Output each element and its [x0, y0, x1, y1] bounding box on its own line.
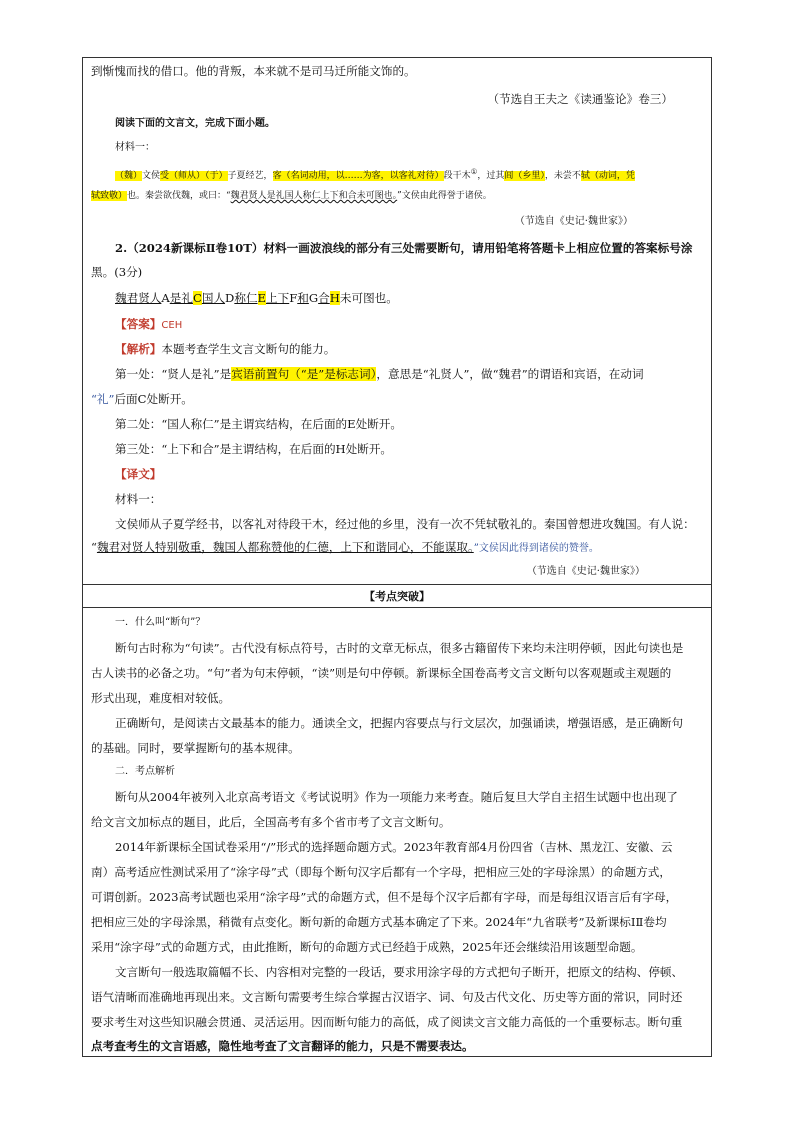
annotation-highlight: （魏）: [115, 171, 143, 181]
choice-segment: 魏君贤人: [115, 291, 162, 305]
body-line: 断句古时称为“句读”。古代没有标点符号，古时的文章无标点，很多古籍留传下来均未注明停顿，因此句读也是: [115, 641, 684, 655]
text-span: ，未尝不: [544, 171, 581, 181]
choice-letter-selected: H: [329, 291, 340, 305]
source-note: （节选自《史记·魏世家》）: [526, 566, 645, 577]
choice-segment: 未可图也。: [339, 291, 398, 305]
subheading: 二．考点解析: [115, 766, 175, 777]
analysis-label: 【解析】: [115, 342, 162, 356]
analysis-line: [91, 366, 703, 382]
choice-segment: 国人: [201, 291, 226, 305]
body-line: 断句从2004年被列入北京高考语文《考试说明》作为一项能力来考查。随后复旦大学自主招生试题中也出现了: [115, 790, 678, 804]
document-frame: [82, 57, 712, 1057]
question-text: 2.（2024新课标Ⅱ卷10T）材料一画波浪线的部分有三处需要断句，请用铅笔将答题卡上相应位置的答案标号涂: [115, 241, 693, 255]
answer-line: [91, 316, 703, 334]
example-cell: [83, 58, 711, 585]
text-span: ，过其: [477, 171, 505, 181]
source-note: （节选自《史记·魏世家》）: [514, 216, 633, 227]
body-line: 语气清晰而准确地再现出来。文言断句需要考生综合掌握古汉语字、词、句及古代文化、历史等方面的常识，同时还: [91, 990, 683, 1004]
answer-label: 【答案】: [115, 317, 162, 331]
question-line: 黑。(3分): [91, 265, 143, 279]
section-heading: 【考点突破】: [83, 585, 711, 608]
text-span: 也。秦尝欲伐魏，或曰：“: [127, 191, 231, 201]
choice-segment: 合: [318, 291, 330, 305]
text-line: 到惭愧而找的借口。他的背叛，本来就不是司马迁所能文饰的。: [91, 64, 416, 78]
material-label: 材料一：: [115, 142, 155, 153]
choice-letter: G: [308, 291, 319, 305]
choice-segment: 和: [297, 291, 309, 305]
text-span: 后面C处断开。: [114, 392, 193, 406]
material-line-1: [91, 164, 703, 184]
annotation-highlight: 受（师从）（于）: [160, 171, 228, 181]
translation-line: 文侯师从子夏学经书，以客礼对待段干木，经过他的乡里，没有一次不凭轼敬礼的。秦国曾想进攻魏国。有人说：: [115, 517, 695, 531]
text-span: 第一处：“贤人是礼”是: [115, 367, 232, 381]
choice-line: [91, 290, 703, 306]
body-line: 采用“涂字母”式的命题方式，由此推断，断句的命题方式已经趋于成熟，2025年还会继续沿用该题型命题。: [91, 940, 643, 954]
choice-segment: 是礼: [169, 291, 193, 305]
analysis-line: [91, 391, 703, 407]
source-note: （节选自王夫之《读通鉴论》卷三）: [487, 92, 673, 106]
text-span: ”文侯由此得誉于诸侯。: [397, 191, 492, 201]
choice-letter: D: [225, 291, 235, 305]
wavy-underlined-text: 魏君贤人是礼国人称仁上下和合未可图也。: [230, 191, 398, 201]
instruction: 阅读下面的文言文，完成下面小题。: [115, 118, 275, 129]
body-line: 点考查考生的文言语感，隐性地考查了文言翻译的能力，只是不需要表达。: [91, 1039, 474, 1053]
body-line: 文言断句一般选取篇幅不长、内容相对完整的一段话，要求用涂字母的方式把句子断开，把原文的结构、停顿、: [115, 965, 684, 979]
text-span: 文侯: [142, 171, 161, 181]
blue-text: ”文侯因此得到诸侯的赞誉。: [473, 543, 599, 554]
analysis-line: 第三处：“上下和合”是主谓结构，在后面的H处断开。: [115, 442, 393, 456]
highlight-text: 宾语前置句（“是”是标志词）: [231, 367, 377, 381]
text-span: 子夏经艺，: [227, 171, 273, 181]
body-line: 把相应三处的字母涂黑，稍微有点变化。断句新的命题方式基本确定了下来。2024年“九省联考”及新课标ⅠⅡ卷均: [91, 915, 667, 929]
body-line: 南）高考适应性测试采用了“涂字母”式（即每个断句汉字后都有一个字母，把相应三处的字母涂黑）的命题方式，: [91, 865, 671, 879]
annotation-highlight: 轼（动词，凭: [580, 171, 635, 181]
body-line: 要求考生对这些知识融会贯通、灵活运用。因而断句能力的高低，成了阅读文言文能力高低的一个重要标志。断句重: [91, 1015, 683, 1029]
text-span: 段干木: [443, 171, 471, 181]
body-line: 可谓创新。2023高考试题也采用“涂字母”式的命题方式，但不是每个汉字后都有字母，而是每组汉语言后有字母，: [91, 890, 678, 904]
body-line: 正确断句，是阅读古文最基本的能力。通读全文，把握内容要点与行文层次，加强诵读，增强语感，是正确断句: [115, 716, 684, 730]
footnote-mark: ①: [470, 167, 478, 176]
translation-label: 【译文】: [115, 467, 162, 481]
body-line: 2014年新课标全国试卷采用“/”形式的选择题命题方式。2023年教育部4月份四省（吉林、黑龙江、安徽、云: [115, 840, 673, 854]
analysis-text: 本题考查学生文言文断句的能力。: [161, 342, 336, 356]
body-line: 古人读书的必备之功。“句”者为句末停顿，“读”则是句中停顿。新课标全国卷高考文言文断句以客观题或主观题的: [91, 666, 672, 680]
body-line: 的基础。同时，要掌握断句的基本规律。: [91, 741, 300, 755]
choice-letter: F: [289, 291, 298, 305]
translation-line: 材料一：: [115, 492, 162, 506]
body-line: 给文言文加标点的题目，此后，全国高考有多个省市考了文言文断句。: [91, 815, 451, 829]
text-span: ，意思是“礼贤人”，做“魏君”的谓语和宾语，在动词: [376, 367, 644, 381]
subheading: 一．什么叫“断句”？: [115, 617, 206, 628]
annotation-highlight: 轼致敬）: [91, 191, 128, 201]
annotation-highlight: 客（名词动用，以……为客，以客礼对待）: [272, 171, 444, 181]
choice-letter-selected: C: [192, 291, 202, 305]
choice-segment: 上下: [266, 291, 290, 305]
answer-value: CEH: [161, 320, 183, 331]
underlined-text: 魏君对贤人特别敬重，魏国人都称赞他的仁德，上下和谐同心，不能谋取。: [96, 540, 474, 554]
question-line: [91, 240, 703, 256]
analysis-line: [91, 341, 703, 357]
analysis-line: 第二处：“国人称仁”是主谓宾结构，在后面的E处断开。: [115, 417, 402, 431]
translation-line: [91, 539, 703, 557]
choice-letter-selected: E: [257, 291, 267, 305]
body-line: 形式出现，难度相对较低。: [91, 691, 231, 705]
highlight-word: “礼”: [91, 392, 115, 406]
text-span: “: [91, 540, 97, 554]
material-line-2: [91, 188, 703, 204]
choice-segment: 称仁: [234, 291, 258, 305]
annotation-highlight: 闾（乡里）: [504, 171, 545, 181]
choice-letter: A: [161, 291, 170, 305]
